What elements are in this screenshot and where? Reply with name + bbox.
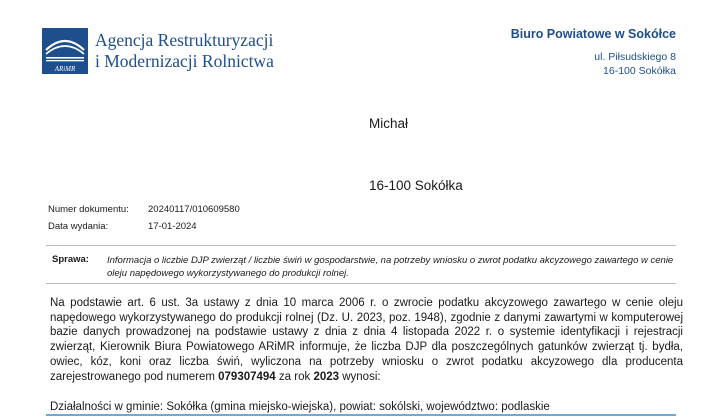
agency-name-line2: i Modernizacji Rolnictwa (95, 51, 274, 71)
recipient-city: 16-100 Sokółka (369, 178, 463, 193)
body-paragraph (50, 296, 683, 384)
office-name: Biuro Powiatowe w Sokółce (510, 27, 676, 41)
agency-name-line1: Agencja Restrukturyzacji (95, 30, 274, 50)
subject-label: Sprawa: (52, 254, 89, 265)
office-city: 16-100 Sokółka (603, 65, 676, 77)
logo-text: ARiMR (54, 65, 76, 73)
year-prefix: za rok (278, 370, 311, 383)
doc-number-label: Numer dokumentu: (48, 204, 129, 215)
body-text: Na podstawie art. 6 ust. 3a ustawy z dnia 10 marca 2006 r. o zwrocie podatku akcyzowego zawartego w cenie oleju napędowego wykorzystywanego do produkcji rolnej (Dz. U. 2023, poz. 1948), zgodnie z danymi zawartymi w komputerowej bazie danych prowadzonej na podstawie ustawy z dnia z dnia 4 listopada 2022 r. o systemie identyfikacji i rejestracji zwierząt, Kierownik Biura Powiatowego ARiMR informuje, że liczba DJP dla poszczególnych gatunków zwierząt tj. bydła, owiec, kóz, koni oraz liczba świń, wyliczona na potrzeby wniosku o zwrot podatku akcyzowego dla producenta zarejestrowanego pod numerem (50, 297, 683, 383)
year-suffix: wynosi: (342, 370, 381, 383)
table-top-border (46, 414, 676, 416)
divider (46, 283, 676, 284)
report-year: 2023 (313, 370, 340, 383)
recipient-name: Michał (369, 116, 409, 131)
divider (46, 245, 676, 246)
subject-text: Informacja o liczbie DJP zwierząt / liczbie świń w gospodarstwie, na potrzeby wniosku o zwrot podatku akcyzowego zawartego w cenie oleju napędowego wykorzystywanego do produkcji rolnej. (107, 255, 674, 279)
office-street: ul. Piłsudskiego 8 (594, 51, 676, 63)
arimr-logo-icon (42, 28, 88, 74)
agency-name (95, 30, 274, 72)
doc-number: 20240117/010609580 (148, 204, 240, 215)
office-address (511, 27, 676, 78)
producer-number: 079307494 (218, 370, 276, 383)
district-info: Działalności w gminie: Sokółka (gmina miejsko-wiejska), powiat: sokólski, województwo: podlaskie (50, 401, 550, 413)
issue-date: 17-01-2024 (148, 221, 197, 232)
issue-date-label: Data wydania: (48, 221, 109, 232)
